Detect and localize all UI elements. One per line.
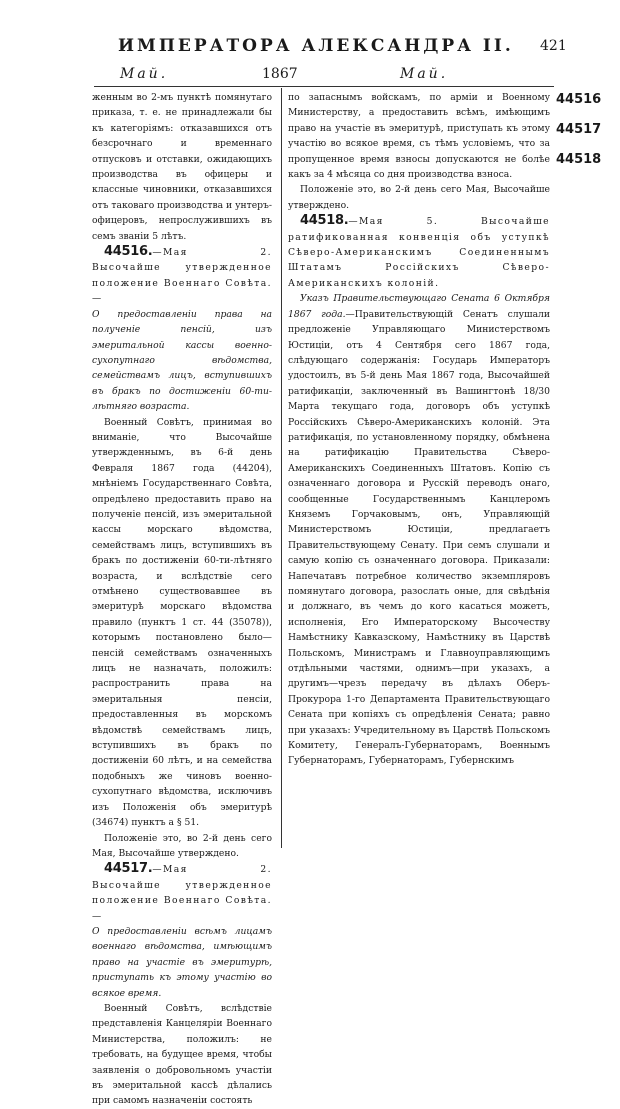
law-number: 44518. — [300, 213, 349, 229]
header-rule — [94, 86, 554, 87]
left-column — [92, 90, 272, 1109]
law-44518-body — [288, 291, 550, 769]
running-title: ИМПЕРАТОРА АЛЕКСАНДРА II. — [118, 36, 514, 56]
law-number: 44517. — [104, 861, 153, 877]
continuation-paragraph: по запаснымъ войскамъ, по арміи и Военному Министерству, а предоставить всѣмъ, имѣющимъ право на участіе въ эмеритурѣ, приступать къ этому участію во всякое время, съ тѣмъ условіемъ, что за пропущенное время взносы допускаются не болѣе какъ за 4 мѣсяца со дня производства взноса. — [288, 92, 550, 181]
page-number: 421 — [540, 38, 567, 54]
margin-number: 44516 — [556, 92, 602, 107]
law-head: —Мая 2. Высочайше утвержденное положение Военнаго Совѣта.— — [92, 864, 272, 922]
law-44516-heading — [92, 244, 272, 307]
approval-paragraph: Положеніе это, во 2-й день сего Мая, Высочайше утверждено. — [288, 184, 550, 211]
law-44517-heading — [92, 861, 272, 924]
senate-decree-title: Указъ Правительствующаго Сената 6 Октября 1867 года. — [288, 293, 550, 320]
law-head: —Мая 5. Высочайше ратификованная конвенція объ уступкѣ Сѣверо-Американскимъ Соединеннымъ Штатамъ Россійскихъ Сѣверо-Американскихъ колоній. — [288, 216, 550, 289]
month-right: Май. — [400, 66, 449, 82]
senate-decree-text: —Правительствующій Сенатъ слушали предложеніе Управляющаго Министерствомъ Юстиціи, отъ 4 Сентября сего 1867 года, слѣдующаго содержанія: Государь Императоръ удостоилъ, въ 5-й день Мая 1867 года, Высочайшей ратификаціи, заключенный въ Вашингтонѣ 18/30 Марта текущаго года, договоръ объ уступкѣ Россійскихъ Сѣверо-Американскихъ колоній. Эта ратификація, по установленному порядку, обмѣнена на ратификацію Правительства Сѣверо-Американскихъ Соединенныхъ Штатовъ. Копію съ означеннаго договора и Русскій переводъ онаго, сообщенные Государственнымъ Канцлеромъ Княземъ Горчаковымъ, онъ, Управляющій Министерствомъ Юстиціи, предлагаетъ Правительствующему Сенату. При семъ слушали и самую копію съ означеннаго договора. Приказали: Напечатавъ потребное количество экземпляровъ помянутаго договора, разослать оные, для свѣдѣнія и должнаго, въ чемъ до кого касаться можетъ, исполненія, Его Императорскому Высочеству Намѣстнику Кавказскому, Намѣстнику въ Царствѣ Польскомъ, Министрамъ и Главноуправляющимъ отдѣльными частями, однимъ—при указахъ, а другимъ—чрезъ передачу въ дѣлахъ Оберъ-Прокурора 1-го Департамента Правительствующаго Сената при копіяхъ съ опредѣленія Сената; равно при указахъ: Учредительному въ Царствѣ Польскомъ Комитету, Генералъ-Губернаторамъ, Военнымъ Губернаторамъ, Губернаторамъ, Губернскимъ — [288, 308, 551, 767]
continuation-paragraph: женным во 2-мъ пунктѣ помянутаго приказа, т. е. не принадлежали бы къ категоріямъ: отказавшихся отъ безсрочнаго и временнаго отпусковъ и отставки, ожидающихъ производства въ офицеры и классные чиновники, отказавшихся отъ таковаго производства и унтеръ-офицеровъ, непрослужившихъ въ семъ званіи 5 лѣтъ. — [92, 92, 272, 242]
law-44517-title: О предоставленіи всѣмъ лицамъ военнаго вѣдомства, имѣющимъ право на участіе въ эмеритурѣ, приступать къ этому участію во всякое время. — [92, 925, 272, 999]
law-44516-title: О предоставленіи права на полученіе пенсій, изъ эмеритальной кассы военно-сухопутнаго вѣдомства, семействамъ лицъ, вступившихъ въ бракъ по достиженіи 60-ти-лѣтняго возраста. — [92, 308, 272, 413]
month-left: Май. — [120, 66, 169, 82]
year: 1867 — [262, 66, 298, 82]
right-column — [288, 90, 550, 769]
margin-number: 44517 — [556, 122, 602, 137]
column-divider — [281, 88, 282, 848]
law-44518-heading — [288, 213, 550, 291]
law-44516-approval: Положеніе это, во 2-й день сего Мая, Высочайше утверждено. — [92, 832, 272, 859]
law-44517-body: Военный Совѣтъ, вслѣдствіе представленія Канцеляріи Военнаго Министерства, положилъ: не требовать, на будущее время, чтобы заявленія о добровольномъ участіи въ эмеритальной кассѣ дѣлались при самомъ назначеніи состоять — [92, 1002, 272, 1107]
law-number: 44516. — [104, 244, 153, 260]
margin-number: 44518 — [556, 152, 602, 167]
law-head: —Мая 2. Высочайше утвержденное положение Военнаго Совѣта.— — [92, 247, 272, 305]
law-44516-body: Военный Совѣтъ, принимая во вниманіе, что Высочайше утвержденнымъ, въ 6-й день Февраля 1867 года (44204), мнѣніемъ Государственнаго Совѣта, опредѣлено предоставить право на полученіе пенсій, изъ эмеритальной кассы морскаго вѣдомства, семействамъ лицъ, вступившихъ въ бракъ по достиженіи 60-ти-лѣтняго возраста, и вслѣдствіе сего отмѣнено существовавшее въ эмеритурѣ морскаго вѣдомства правило (пунктъ 1 ст. 44 (35078)), которымъ постановлено было—пенсій семействамъ означенныхъ лицъ не назначать, положилъ: распространить права на эмеритальныя пенсіи, предоставленныя въ морскомъ вѣдомствѣ семействамъ лицъ, вступившихъ въ бракъ по достиженіи 60 лѣтъ, и на семейства подобныхъ же чиновъ военно-сухопутнаго вѣдомства, исключивъ изъ Положенія объ эмеритурѣ (34674) пунктъ a § 51. — [92, 416, 272, 829]
